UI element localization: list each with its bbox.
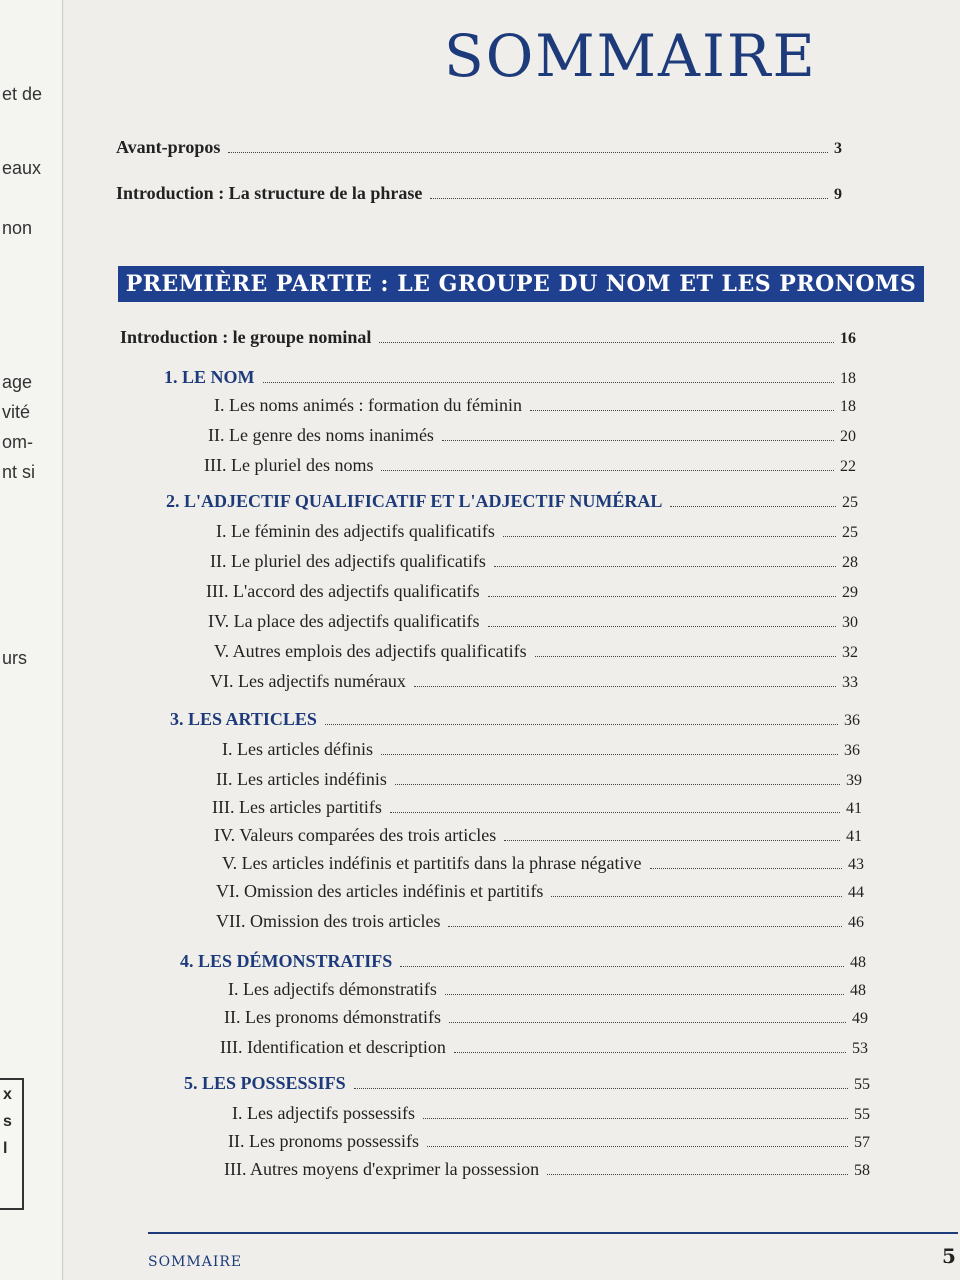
leader-dots (423, 1117, 848, 1119)
leader-dots (414, 685, 836, 687)
toc-section-label: I. Les adjectifs possessifs (232, 1103, 415, 1123)
toc-section (216, 908, 868, 932)
leader-dots (228, 151, 828, 153)
toc-entry-page: 28 (842, 554, 858, 571)
toc-chapter-label: 3. LES ARTICLES (170, 709, 317, 729)
leader-dots (379, 341, 834, 343)
leader-dots (488, 625, 836, 627)
toc-section-label: II. Le pluriel des adjectifs qualificatifs (210, 551, 486, 571)
left-boxed-note (0, 1078, 24, 1210)
left-text-fragment: nt si (2, 462, 36, 482)
leader-dots (442, 439, 834, 441)
left-page-edge (0, 0, 63, 1280)
toc-section (232, 1100, 874, 1124)
toc-section (208, 422, 860, 446)
toc-chapter (180, 948, 870, 972)
toc-chapter (166, 488, 862, 512)
left-text-fragment: om- (2, 432, 33, 452)
toc-chapter-label: 5. LES POSSESSIFS (184, 1073, 346, 1093)
left-text-fragment: eaux (2, 158, 42, 178)
leader-dots (400, 965, 844, 967)
toc-entry-label: Introduction : La structure de la phrase (116, 183, 423, 203)
toc-entry-page: 25 (842, 524, 858, 541)
toc-section (212, 794, 866, 818)
leader-dots (354, 1087, 848, 1089)
leader-dots (263, 381, 834, 383)
toc-section-label: V. Les articles indéfinis et partitifs dans la phrase négative (222, 853, 642, 873)
leader-dots (448, 925, 842, 927)
leader-dots (535, 655, 836, 657)
toc-section (228, 976, 870, 1000)
leader-dots (381, 469, 834, 471)
toc-section (214, 392, 860, 416)
toc-section (206, 578, 862, 602)
toc-section (214, 638, 862, 662)
toc-entry-page: 36 (844, 712, 860, 729)
part-heading: PREMIÈRE PARTIE : LE GROUPE DU NOM ET LES PRONOMS (118, 266, 924, 302)
toc-entry-page: 58 (854, 1162, 870, 1179)
toc-page (64, 0, 960, 1280)
toc-section-label: II. Les articles indéfinis (216, 769, 387, 789)
toc-section-label: IV. Valeurs comparées des trois articles (214, 825, 497, 845)
toc-entry-page: 36 (844, 742, 860, 759)
toc-entry-page: 55 (854, 1106, 870, 1123)
toc-entry-page: 44 (848, 884, 864, 901)
toc-section (216, 878, 868, 902)
footer-label: SOMMAIRE (148, 1254, 243, 1270)
toc-entry-page: 57 (854, 1134, 870, 1151)
toc-section-label: VI. Les adjectifs numéraux (210, 671, 406, 691)
toc-entry-page: 53 (852, 1040, 868, 1057)
toc-entry-page: 33 (842, 674, 858, 691)
toc-section (204, 452, 860, 476)
toc-section (216, 518, 862, 542)
footer-rule (148, 1232, 958, 1234)
toc-chapter-label: 1. LE NOM (164, 367, 255, 387)
toc-entry-page: 48 (850, 954, 866, 971)
left-box-letter: s (3, 1113, 12, 1130)
toc-section-label: III. Le pluriel des noms (204, 455, 374, 475)
leader-dots (504, 839, 840, 841)
toc-section-label: I. Le féminin des adjectifs qualificatifs (216, 521, 495, 541)
toc-chapter (164, 364, 860, 388)
toc-section-label: I. Les articles définis (222, 739, 373, 759)
page-number: 5 (942, 1244, 956, 1268)
toc-section (224, 1004, 872, 1028)
left-text-fragment: et de (2, 84, 43, 104)
toc-chapter-label: 4. LES DÉMONSTRATIFS (180, 951, 393, 971)
left-text-fragment: age (2, 372, 33, 392)
toc-entry-page: 18 (840, 398, 856, 415)
toc-section (208, 608, 862, 632)
toc-section (220, 1034, 872, 1058)
toc-chapter (184, 1070, 874, 1094)
toc-section-label: I. Les adjectifs démonstratifs (228, 979, 437, 999)
toc-chapter (170, 706, 864, 730)
toc-entry-page: 22 (840, 458, 856, 475)
toc-section-label: III. Les articles partitifs (212, 797, 382, 817)
toc-entry (120, 324, 860, 348)
leader-dots (650, 867, 842, 869)
toc-entry (116, 134, 854, 158)
leader-dots (427, 1145, 848, 1147)
toc-entry-page: 18 (840, 370, 856, 387)
toc-section-label: VII. Omission des trois articles (216, 911, 441, 931)
toc-entry-page: 16 (840, 330, 856, 347)
page-title: SOMMAIRE (444, 22, 817, 90)
toc-section-label: II. Les pronoms possessifs (228, 1131, 419, 1151)
toc-entry-label: Avant-propos (116, 137, 221, 157)
left-text-fragment: non (2, 218, 33, 238)
toc-entry-page: 49 (852, 1010, 868, 1027)
toc-entry-page: 41 (846, 800, 862, 817)
leader-dots (503, 535, 836, 537)
toc-section-label: III. Autres moyens d'exprimer la possession (224, 1159, 540, 1179)
leader-dots (530, 409, 834, 411)
toc-entry-page: 3 (834, 140, 842, 157)
toc-entry-page: 30 (842, 614, 858, 631)
leader-dots (430, 197, 828, 199)
leader-dots (445, 993, 844, 995)
toc-entry-page: 46 (848, 914, 864, 931)
leader-dots (449, 1021, 846, 1023)
toc-section-label: III. L'accord des adjectifs qualificatifs (206, 581, 480, 601)
toc-entry-label: Introduction : le groupe nominal (120, 327, 372, 347)
toc-section (222, 736, 864, 760)
toc-section (222, 850, 868, 874)
leader-dots (547, 1173, 848, 1175)
toc-entry-page: 41 (846, 828, 862, 845)
toc-section (210, 668, 862, 692)
left-text-fragment: urs (2, 648, 28, 668)
toc-entry-page: 25 (842, 494, 858, 511)
leader-dots (494, 565, 836, 567)
leader-dots (395, 783, 840, 785)
leader-dots (488, 595, 836, 597)
toc-entry-page: 55 (854, 1076, 870, 1093)
toc-entry-page: 39 (846, 772, 862, 789)
leader-dots (325, 723, 838, 725)
toc-section-label: VI. Omission des articles indéfinis et partitifs (216, 881, 544, 901)
toc-section (224, 1156, 874, 1180)
toc-section-label: II. Les pronoms démonstratifs (224, 1007, 441, 1027)
toc-section-label: II. Le genre des noms inanimés (208, 425, 434, 445)
toc-entry-page: 48 (850, 982, 866, 999)
toc-section (216, 766, 866, 790)
toc-section (228, 1128, 874, 1152)
toc-entry-page: 9 (834, 186, 842, 203)
toc-entry-page: 20 (840, 428, 856, 445)
leader-dots (454, 1051, 846, 1053)
leader-dots (670, 505, 836, 507)
toc-entry-page: 32 (842, 644, 858, 661)
toc-section-label: I. Les noms animés : formation du féminin (214, 395, 522, 415)
toc-chapter-label: 2. L'ADJECTIF QUALIFICATIF ET L'ADJECTIF NUMÉRAL (166, 491, 663, 511)
toc-section (210, 548, 862, 572)
toc-section-label: IV. La place des adjectifs qualificatifs (208, 611, 480, 631)
toc-section (214, 822, 866, 846)
left-text-fragment: vité (2, 402, 31, 422)
leader-dots (551, 895, 842, 897)
toc-section-label: V. Autres emplois des adjectifs qualificatifs (214, 641, 527, 661)
toc-section-label: III. Identification et description (220, 1037, 446, 1057)
toc-entry (116, 180, 854, 204)
left-box-letter: x (3, 1086, 12, 1103)
left-box-letter: l (3, 1140, 8, 1157)
leader-dots (381, 753, 838, 755)
toc-entry-page: 29 (842, 584, 858, 601)
leader-dots (390, 811, 840, 813)
toc-entry-page: 43 (848, 856, 864, 873)
